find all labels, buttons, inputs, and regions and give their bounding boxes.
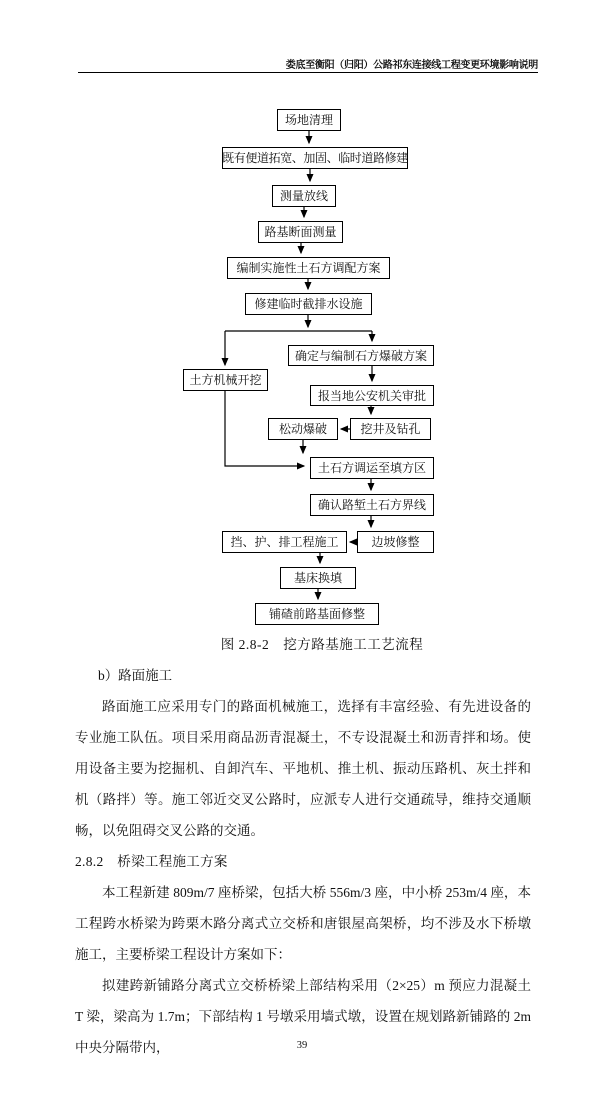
figure-caption: 图 2.8-2 挖方路基施工工艺流程 [220,637,424,652]
flow-node-temporary-drainage: 修建临时截排水设施 [245,293,372,315]
heading-bridge-construction-plan: 2.8.2 桥梁工程施工方案 [75,854,228,869]
page-number: 39 [296,1040,308,1051]
flow-node-subgrade-bed-replacement: 基床换填 [280,567,356,589]
subheading-pavement-construction: b）路面施工 [97,668,173,683]
flow-node-site-clearing: 场地清理 [277,109,341,131]
flow-node-survey-layout: 测量放线 [272,185,336,207]
flow-node-loosening-blasting: 松动爆破 [268,418,338,440]
flow-node-retaining-drainage-works: 挡、护、排工程施工 [222,531,347,553]
flow-node-police-approval: 报当地公安机关审批 [310,385,434,406]
paragraph-pavement-construction: 路面施工应采用专门的路面机械施工，选择有丰富经验、有先进设备的专业施工队伍。项目采用商品沥青混凝土，不专设混凝土和沥青拌和场。使用设备主要为挖掘机、自卸汽车、平地机、推土机、振动压路机、灰土拌和机（路拌）等。施工邻近交叉公路时，应派专人进行交通疏导，维持交通顺畅，以免阻碍交叉公路的交通。 [75,699,531,838]
paragraph-bridge-overview: 本工程新建 809m/7 座桥梁，包括大桥 556m/3 座，中小桥 253m/4 座，本工程跨水桥梁为跨栗木路分离式立交桥和唐银屋高架桥，均不涉及水下桥墩施工，主要桥梁工程设计方案如下： [75,885,531,962]
flow-node-slope-trimming: 边坡修整 [357,531,434,553]
flow-node-well-drilling: 挖井及钻孔 [350,418,431,440]
flow-node-subgrade-section-survey: 路基断面测量 [258,221,343,243]
header-title: 娄底至衡阳（归阳）公路祁东连接线工程变更环境影响说明 [285,60,538,71]
flow-node-widen-existing-roads: 既有便道拓宽、加固、临时道路修建 [222,147,408,169]
flow-node-surface-trimming-before-ballast: 铺碴前路基面修整 [255,603,379,625]
flow-node-transport-to-fill-area: 土石方调运至填方区 [310,457,434,479]
paragraph-bridge-design: 拟建跨新铺路分离式立交桥桥梁上部结构采用（2×25）m 预应力混凝土 T 梁，梁高为 1.7m；下部结构 1 号墩采用墙式墩，设置在规划路新铺路的 2m 中央分隔带内， [75,978,531,1055]
flow-node-blasting-plan: 确定与编制石方爆破方案 [288,345,434,366]
flow-node-earthwork-allocation-plan: 编制实施性土石方调配方案 [227,257,390,279]
flow-node-confirm-cut-boundary: 确认路堑土石方界线 [310,494,434,516]
document-body [75,660,531,1063]
flow-node-mechanical-excavation: 土方机械开挖 [183,369,268,391]
